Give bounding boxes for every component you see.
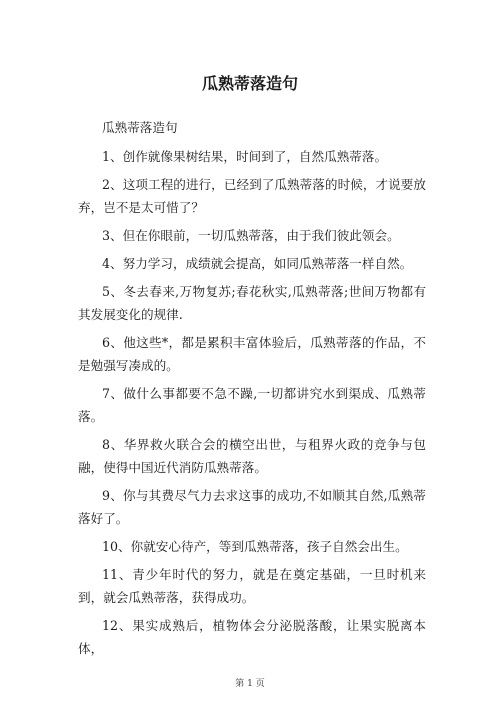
paragraph-12: 12、果实成熟后，植物体会分泌脱落酸，让果实脱离本体， [78, 618, 426, 656]
paragraph-9: 9、你与其费尽气力去求这事的成功,不如顺其自然,瓜熟蒂落好了。 [78, 488, 426, 526]
paragraph-1: 1、创作就像果树结果，时间到了，自然瓜熟蒂落。 [102, 149, 388, 164]
paragraph-heading: 瓜熟蒂落造句 [102, 120, 178, 135]
paragraph-6: 6、他这些*，都是累积丰富体验后，瓜熟蒂落的作品，不是勉强写凑成的。 [78, 335, 426, 373]
paragraph-11: 11、青少年时代的努力，就是在奠定基础，一旦时机来到，就会瓜熟蒂落，获得成功。 [78, 567, 426, 605]
page-number: 第 1 页 [235, 679, 265, 689]
document-body [78, 116, 426, 665]
paragraph-5: 5、冬去春来,万物复苏;春花秋实,瓜熟蒂落;世间万物都有其发展变化的规律. [78, 284, 426, 322]
paragraph-3: 3、但在你眼前，一切瓜熟蒂落，由于我们彼此领会。 [102, 228, 400, 243]
paragraph-2: 2、这项工程的进行，已经到了瓜熟蒂落的时候，才说要放弃，岂不是太可惜了？ [78, 177, 426, 215]
paragraph-10: 10、你就安心待产，等到瓜熟蒂落，孩子自然会出生。 [102, 539, 408, 554]
paragraph-4: 4、努力学习，成绩就会提高，如同瓜熟蒂落一样自然。 [102, 256, 413, 271]
document-title: 瓜熟蒂落造句 [201, 74, 298, 93]
paragraph-7: 7、做什么事都要不急不躁,一切都讲究水到渠成、瓜熟蒂落。 [78, 386, 426, 424]
paragraph-8: 8、华界救火联合会的横空出世，与租界火政的竞争与包融，使得中国近代消防瓜熟蒂落。 [78, 437, 426, 475]
